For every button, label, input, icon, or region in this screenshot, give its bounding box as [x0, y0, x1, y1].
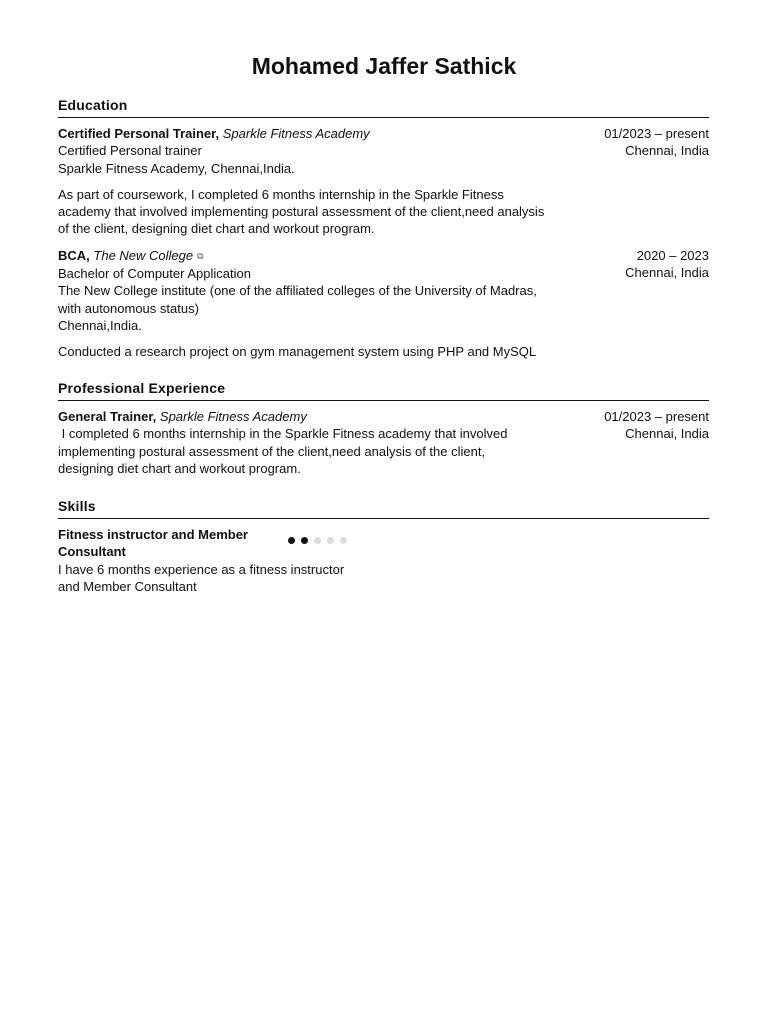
skill-level-dots	[288, 531, 353, 539]
education-description: As part of coursework, I completed 6 months internship in the Sparkle Fitness academy that involved implementing postural assessment of the client,need analysis of the client, designing diet chart and workout program.	[58, 186, 545, 237]
company: Sparkle Fitness Academy	[159, 409, 307, 424]
education-line: The New College institute (one of the affiliated colleges of the University of Madras, with autonomous status)	[58, 283, 537, 316]
education-entry	[58, 247, 709, 361]
date-range: 2020 – 2023	[636, 247, 709, 263]
institution-link[interactable]: The New College	[93, 247, 194, 263]
location: Chennai, India	[625, 426, 709, 442]
education-line: Sparkle Fitness Academy, Chennai,India.	[58, 160, 295, 176]
location: Chennai, India	[625, 143, 709, 159]
education-entry	[58, 125, 709, 238]
degree: BCA,	[58, 247, 90, 263]
degree: Certified Personal Trainer,	[58, 126, 220, 141]
date-range: 01/2023 – present	[604, 126, 709, 141]
education-line: Chennai,India.	[58, 317, 142, 333]
experience-entry	[58, 408, 709, 477]
skill-level-dot	[288, 537, 295, 544]
skill-level-dot	[314, 537, 321, 544]
skill-description: I have 6 months experience as a fitness instructor and Member Consultant	[58, 561, 345, 594]
candidate-name: Mohamed Jaffer Sathick	[251, 53, 517, 79]
skills-section	[58, 497, 709, 595]
skill-name: Fitness instructor and Member Consultant	[58, 527, 248, 560]
section-title-skills: Skills	[58, 497, 709, 519]
education-section	[58, 96, 709, 361]
skill-level-dot	[327, 537, 334, 544]
location: Chennai, India	[625, 265, 709, 281]
skill-level-dot	[301, 537, 308, 544]
section-title-experience: Professional Experience	[58, 379, 709, 401]
external-link-icon[interactable]: ⧉	[197, 250, 204, 261]
skill-item	[58, 526, 358, 595]
education-line: Certified Personal trainer	[58, 143, 202, 159]
experience-section	[58, 379, 709, 477]
education-line: Bachelor of Computer Application	[58, 266, 251, 282]
job-role: General Trainer,	[58, 409, 157, 424]
education-description: Conducted a research project on gym management system using PHP and MySQL	[58, 344, 537, 360]
date-range: 01/2023 – present	[604, 409, 709, 424]
experience-description: I completed 6 months internship in the Sparkle Fitness academy that involved implementing postural assessment of the client,need analysis of the client, designing diet chart and workout program.	[58, 426, 512, 476]
section-title-education: Education	[58, 96, 709, 118]
institution: Sparkle Fitness Academy	[222, 126, 370, 141]
skill-level-dot	[340, 537, 347, 544]
